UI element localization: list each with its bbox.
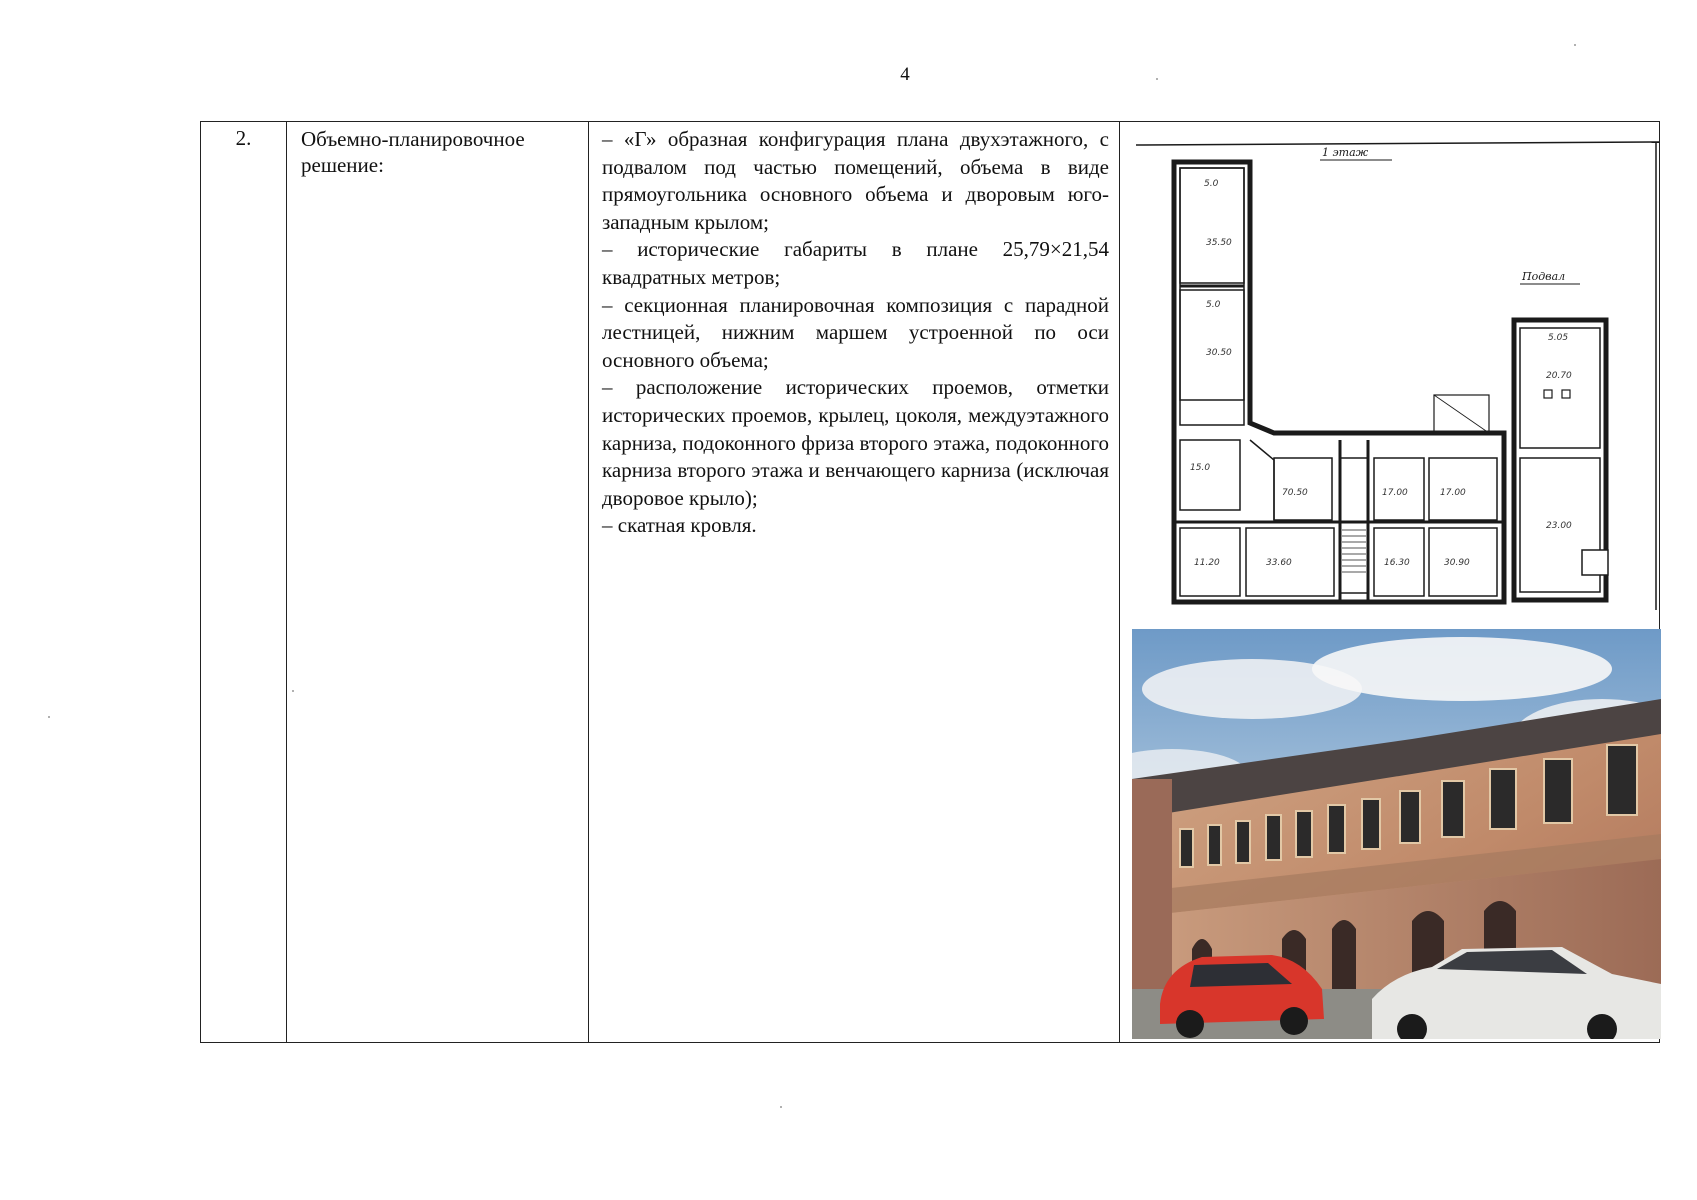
description-paragraph: – секционная планировочная композиция с парадной лестницей, нижним маршем устроенной по оси основного объема;: [602, 292, 1109, 372]
svg-text:20.70: 20.70: [1546, 371, 1572, 381]
scan-speck: [292, 690, 294, 692]
row-heading-cell: [287, 122, 589, 1042]
row-figures-cell: [1120, 122, 1659, 1042]
svg-text:5.0: 5.0: [1204, 179, 1219, 189]
svg-text:33.60: 33.60: [1266, 558, 1292, 568]
plan-floor-label: 1 этаж: [1322, 146, 1369, 159]
row-heading: Объемно-планировочное решение:: [301, 127, 525, 177]
row-index: 2.: [235, 126, 252, 150]
svg-text:30.50: 30.50: [1206, 348, 1232, 358]
svg-text:70.50: 70.50: [1282, 488, 1308, 498]
building-photo: [1132, 629, 1661, 1039]
svg-text:35.50: 35.50: [1206, 238, 1232, 248]
floor-plan-drawing: [1134, 140, 1659, 615]
description-paragraph: – скатная кровля.: [602, 513, 757, 538]
svg-text:17.00: 17.00: [1382, 488, 1408, 498]
svg-text:5.05: 5.05: [1548, 333, 1569, 343]
svg-text:17.00: 17.00: [1440, 488, 1466, 498]
spec-table: [200, 121, 1660, 1043]
scan-speck: [1574, 44, 1576, 46]
svg-text:16.30: 16.30: [1384, 558, 1410, 568]
svg-text:30.90: 30.90: [1444, 558, 1470, 568]
description-paragraph: – «Г» образная конфигурация плана двухэтажного, с подвалом под частью помещений, объема в виде прямоугольника основного объема и дворовым юго-западным крылом;: [602, 127, 1109, 234]
scan-speck: [48, 716, 50, 718]
row-description-cell: [589, 122, 1120, 1042]
row-index-cell: [201, 122, 287, 1042]
description-paragraph: – расположение исторических проемов, отметки исторических проемов, крылец, цоколя, междуэтажного карниза, подоконного фриза второго этажа, подоконного карниза второго этажа и венчающего карниза (исключая дворовое крыло);: [602, 375, 1109, 510]
scan-speck: [1156, 78, 1158, 80]
svg-text:5.0: 5.0: [1206, 300, 1221, 310]
svg-text:15.0: 15.0: [1190, 463, 1211, 473]
svg-text:23.00: 23.00: [1546, 521, 1572, 531]
svg-text:11.20: 11.20: [1194, 558, 1220, 568]
description-paragraph: – исторические габариты в плане 25,79×21,54 квадратных метров;: [602, 237, 1109, 289]
plan-basement-label: Подвал: [1522, 270, 1566, 283]
page-number: 4: [900, 64, 910, 85]
scan-speck: [780, 1106, 782, 1108]
